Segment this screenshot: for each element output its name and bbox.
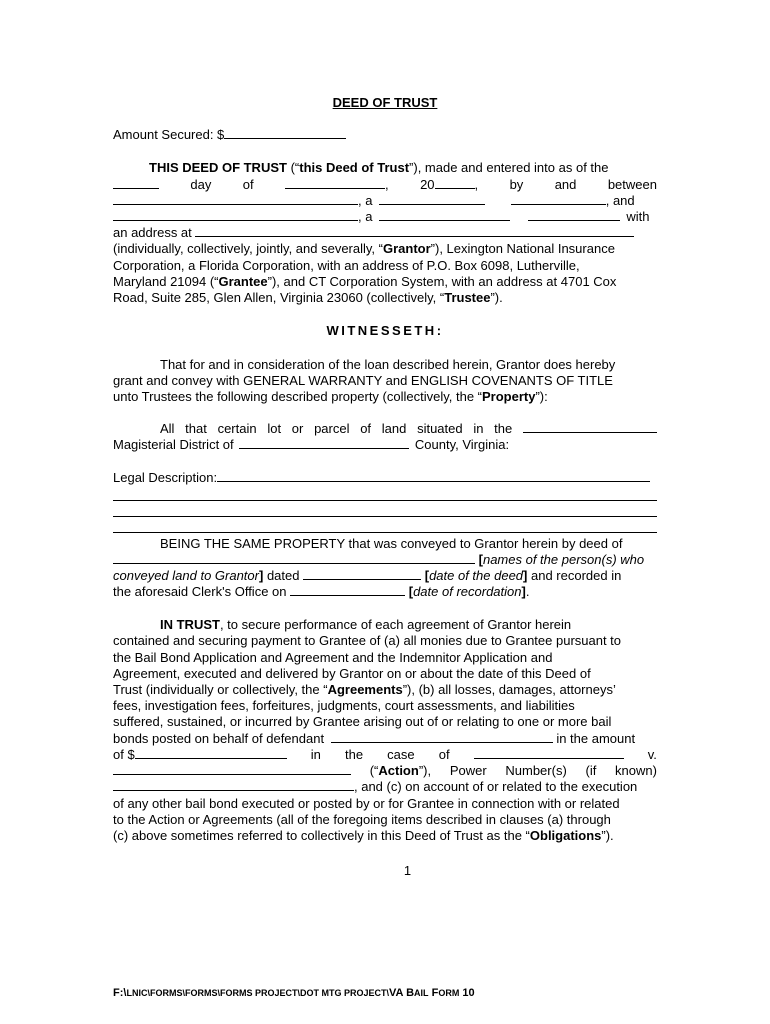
legal-description-line-2[interactable] [113, 500, 657, 501]
p5-line-10: (“Action”), Power Number(s) (if known) [113, 763, 657, 779]
p5-line-14: (c) above sometimes referred to collectively in this Deed of Trust as the “Obligations”). [113, 828, 614, 843]
p5-line-8: bonds posted on behalf of defendant in the amount [113, 731, 636, 746]
grantor-1-type-blank[interactable] [379, 193, 485, 205]
grantor-address-blank[interactable] [195, 225, 634, 237]
defendant-name-blank[interactable] [331, 731, 553, 743]
prior-grantor-names-blank[interactable] [113, 552, 475, 564]
bond-amount-blank[interactable] [135, 747, 287, 759]
p1-line-3: , a , and [113, 193, 657, 209]
p1-line-4: , a with [113, 209, 657, 225]
p5-line-4: Agreement, executed and delivered by Grantor on or about the date of this Deed of [113, 666, 591, 681]
p2-line-3: unto Trustees the following described property (collectively, the “Property”): [113, 389, 548, 404]
month-blank[interactable] [285, 177, 385, 189]
legal-description-line: Legal Description: [113, 470, 657, 486]
file-path-footer: F:\LNIC\FORMS\FORMS\FORMS PROJECT\DOT MTG PROJECT\VA BAIL FORM 10 [113, 987, 475, 999]
grantor-2-name-blank[interactable] [113, 209, 358, 221]
grantor-1-name-blank[interactable] [113, 193, 358, 205]
plaintiff-blank[interactable] [474, 747, 624, 759]
amount-blank[interactable] [224, 127, 346, 139]
amount-secured-line: Amount Secured: $ [113, 127, 657, 143]
p1-line-2: day of , 20 , by and between [113, 177, 657, 193]
p5-line-11: , and (c) on account of or related to the execution [113, 779, 657, 795]
magisterial-district-blank[interactable] [239, 437, 409, 449]
p1-line-9: Road, Suite 285, Glen Allen, Virginia 23060 (collectively, “Trustee”). [113, 290, 503, 305]
p5-line-9: of $ in the case of v. [113, 747, 657, 762]
county-blank[interactable] [523, 421, 657, 433]
p4-line-4: the aforesaid Clerk's Office on [date of recordation]. [113, 584, 530, 599]
p2-line-1: That for and in consideration of the loan described herein, Grantor does hereby [160, 357, 616, 372]
p3-line-1: All that certain lot or parcel of land situated in the [160, 421, 657, 437]
deed-date-blank[interactable] [303, 568, 421, 580]
p1-line-7: Corporation, a Florida Corporation, with an address of P.O. Box 6098, Lutherville, [113, 258, 580, 273]
p4-line-1: BEING THE SAME PROPERTY that was conveyed to Grantor herein by deed of [160, 536, 623, 551]
year-blank[interactable] [435, 177, 475, 189]
legal-description-line-4[interactable] [113, 532, 657, 533]
recordation-date-blank[interactable] [290, 584, 405, 596]
p3-line-2: Magisterial District of County, Virginia: [113, 437, 510, 452]
p4-line-2: [names of the person(s) who [113, 552, 657, 568]
legal-description-blank[interactable] [217, 470, 650, 482]
p5-line-2: contained and securing payment to Grantee of (a) all monies due to Grantee pursuant to [113, 633, 622, 648]
p1-line-1: THIS DEED OF TRUST (“this Deed of Trust”), made and entered into as of the [149, 160, 609, 175]
p5-line-12: of any other bail bond executed or posted by or for Grantee in connection with or related [113, 796, 620, 811]
p2-line-2: grant and convey with GENERAL WARRANTY and ENGLISH COVENANTS OF TITLE [113, 373, 613, 388]
p5-line-1: IN TRUST, to secure performance of each agreement of Grantor herein [160, 617, 572, 632]
day-blank[interactable] [113, 177, 159, 189]
document-title: DEED OF TRUST [332, 95, 438, 110]
p4-line-3: conveyed land to Grantor] dated [date of the deed] and recorded in [113, 568, 622, 583]
p1-line-8: Maryland 21094 (“Grantee”), and CT Corporation System, with an address at 4701 Cox [113, 274, 617, 289]
legal-description-line-3[interactable] [113, 516, 657, 517]
p1-line-6: (individually, collectively, jointly, and severally, “Grantor”), Lexington National Insurance [113, 241, 615, 256]
grantor-2-extra-blank[interactable] [528, 209, 620, 221]
power-number-blank[interactable] [113, 779, 354, 791]
grantor-2-type-blank[interactable] [379, 209, 510, 221]
p5-line-13: to the Action or Agreements (all of the foregoing items described in clauses (a) through [113, 812, 611, 827]
page-number: 1 [403, 863, 412, 878]
p5-line-7: suffered, sustained, or incurred by Grantee arising out of or relating to one or more bail [113, 714, 612, 729]
case-defendant-blank[interactable] [113, 763, 351, 775]
p1-line-5: an address at [113, 225, 657, 241]
p5-line-6: fees, investigation fees, forfeitures, judgments, court assessments, and liabilities [113, 698, 575, 713]
p5-line-5: Trust (individually or collectively, the “Agreements”), (b) all losses, damages, attorneys’ [113, 682, 616, 697]
p5-line-3: the Bail Bond Application and Agreement and the Indemnitor Application and [113, 650, 553, 665]
witnesseth-heading: WITNESSETH: [326, 323, 444, 338]
grantor-1-extra-blank[interactable] [511, 193, 606, 205]
